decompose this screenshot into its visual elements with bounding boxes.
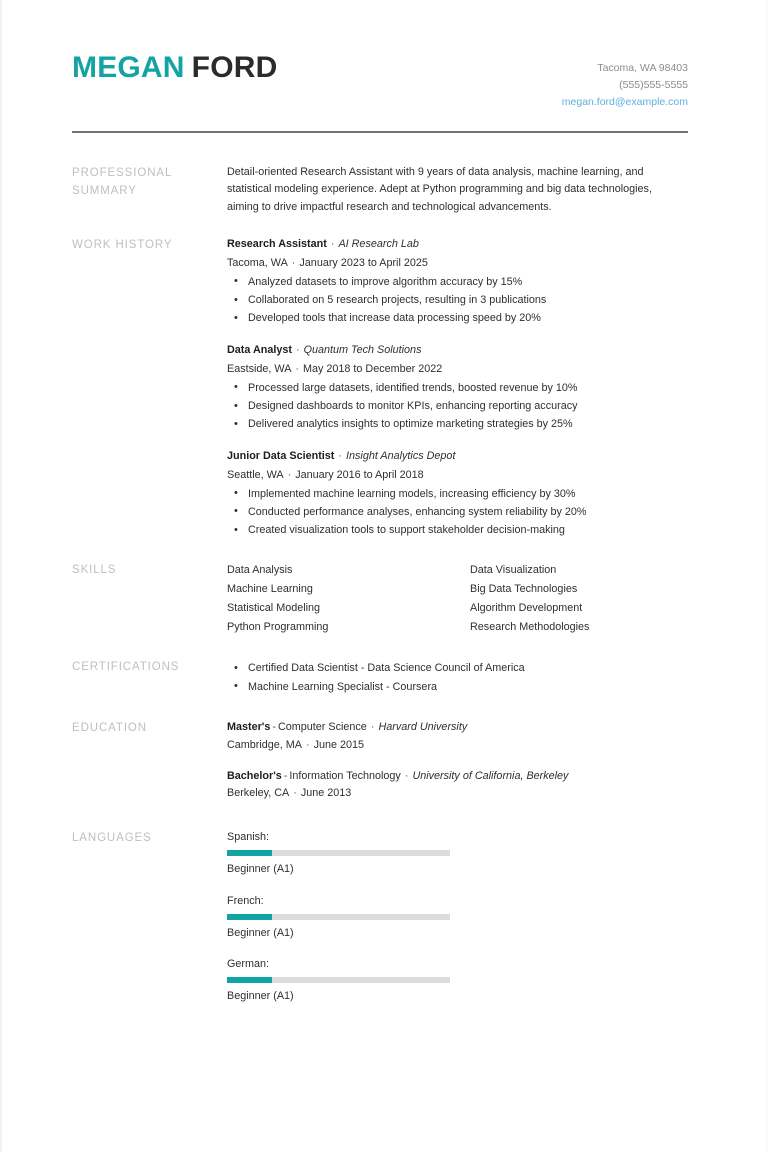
job-bullet: • Collaborated on 5 research projects, resulting in 3 publications: [227, 291, 688, 309]
section-body-education: [227, 719, 688, 802]
language-proficiency-bar: [227, 850, 450, 856]
section-languages: [2, 829, 766, 1019]
certification-item: • Certified Data Scientist - Data Science Council of America: [227, 659, 688, 678]
section-label-education: EDUCATION: [72, 722, 147, 735]
job-dates: January 2023 to April 2025: [299, 256, 428, 269]
contact-location: Tacoma, WA 98403: [597, 62, 688, 74]
education-dash: -: [272, 721, 276, 734]
job-title-line: [227, 448, 688, 465]
job-company: AI Research Lab: [338, 238, 419, 251]
job-title-line: [227, 342, 688, 359]
header-divider: [72, 131, 688, 133]
skill-item: Statistical Modeling: [227, 601, 321, 614]
education-separator-dot: ·: [404, 769, 409, 782]
section-label-summary: PROFESSIONAL SUMMARY: [72, 167, 172, 197]
education-meta: [227, 785, 688, 802]
language-level: Beginner (A1): [227, 990, 294, 1003]
section-label-skills: SKILLS: [72, 564, 117, 577]
education-degree: Master's: [227, 721, 271, 734]
skill-item: Research Methodologies: [470, 620, 590, 633]
section-work-history: [2, 236, 766, 539]
section-label-certifications: CERTIFICATIONS: [72, 661, 180, 674]
education-meta-separator-dot: ·: [306, 738, 310, 751]
job-title: Data Analyst: [227, 344, 293, 357]
language-level: Beginner (A1): [227, 863, 294, 876]
language-name: French:: [227, 894, 264, 907]
section-body-work-history: [227, 236, 688, 539]
education-date: June 2013: [300, 787, 352, 800]
section-certifications: [2, 658, 766, 696]
job-bullet-list: [227, 273, 688, 327]
language-name: Spanish:: [227, 831, 270, 844]
education-entry: [227, 719, 688, 754]
skills-column-right: [470, 561, 713, 636]
education-date: June 2015: [313, 738, 365, 751]
skills-column-left: [227, 561, 470, 636]
skill-item: Data Analysis: [227, 564, 293, 577]
education-location: Cambridge, MA: [227, 738, 303, 751]
language-proficiency-fill: [227, 977, 272, 983]
job-bullet-list: [227, 485, 688, 539]
language-proficiency-bar: [227, 977, 450, 983]
language-item-spanish: [227, 829, 465, 877]
education-meta-separator-dot: ·: [293, 787, 297, 800]
education-dash: -: [283, 769, 288, 782]
education-separator-dot: ·: [370, 721, 375, 734]
education-field: Information Technology: [289, 769, 401, 782]
language-item-german: [227, 956, 465, 1004]
contact-block: [562, 52, 688, 111]
job-meta: [227, 255, 688, 272]
education-headline: [227, 719, 688, 736]
language-name: German:: [227, 958, 270, 971]
job-bullet: • Conducted performance analyses, enhancing system reliability by 20%: [227, 503, 688, 521]
job-entry: [227, 448, 688, 539]
education-entry: [227, 768, 688, 803]
section-professional-summary: [2, 164, 766, 216]
candidate-name: [72, 52, 277, 84]
education-meta: [227, 737, 688, 754]
job-meta-separator-dot: ·: [291, 256, 296, 269]
job-separator-dot: ·: [338, 450, 343, 463]
job-bullet: • Created visualization tools to support stakeholder decision-making: [227, 521, 688, 539]
first-name: MEGAN: [72, 51, 185, 84]
job-separator-dot: ·: [296, 344, 300, 357]
job-title: Junior Data Scientist: [227, 450, 335, 463]
contact-phone[interactable]: (555)555-5555: [619, 79, 688, 91]
education-school: Harvard University: [378, 721, 468, 734]
section-label-work-history: WORK HISTORY: [72, 239, 173, 252]
job-bullet: • Developed tools that increase data processing speed by 20%: [227, 309, 688, 327]
languages-grid: [227, 829, 688, 1019]
language-proficiency-fill: [227, 850, 272, 856]
job-separator-dot: ·: [330, 238, 335, 251]
language-proficiency-bar: [227, 914, 450, 920]
language-level: Beginner (A1): [227, 926, 294, 939]
education-degree: Bachelor's: [227, 769, 282, 782]
job-meta: [227, 467, 688, 484]
education-field: Computer Science: [278, 721, 367, 734]
job-meta-separator-dot: ·: [287, 468, 292, 481]
education-school: University of California, Berkeley: [412, 769, 569, 782]
section-body-skills: [227, 561, 713, 636]
job-bullet: • Implemented machine learning models, increasing efficiency by 30%: [227, 485, 688, 503]
job-dates: May 2018 to December 2022: [303, 362, 443, 375]
job-location: Tacoma, WA: [227, 256, 288, 269]
section-body-summary: [227, 164, 688, 216]
language-item-french: [227, 893, 465, 941]
certification-item: • Machine Learning Specialist - Coursera: [227, 678, 688, 697]
contact-email[interactable]: megan.ford@example.com: [561, 96, 688, 108]
section-education: [2, 719, 766, 802]
job-bullet: • Designed dashboards to monitor KPIs, enhancing reporting accuracy: [227, 397, 688, 415]
resume-header: [2, 0, 766, 111]
skills-grid: [227, 561, 713, 636]
job-location: Eastside, WA: [227, 362, 292, 375]
last-name: FORD: [191, 51, 278, 84]
education-headline: [227, 768, 688, 785]
section-skills: [2, 561, 766, 636]
skill-item: Machine Learning: [227, 582, 313, 595]
summary-text: Detail-oriented Research Assistant with 9 years of data analysis, machine learning, and statistical modeling experience. Adept at Python programming and big data technologies, aiming to drive impactful research and technological advancements.: [227, 166, 652, 213]
job-company: Insight Analytics Depot: [346, 450, 456, 463]
section-body-certifications: [227, 658, 688, 696]
job-dates: January 2016 to April 2018: [295, 468, 424, 481]
job-title-line: [227, 236, 688, 253]
section-body-languages: [227, 829, 688, 1019]
skill-item: Data Visualization: [470, 564, 557, 577]
education-location: Berkeley, CA: [227, 787, 290, 800]
skill-item: Algorithm Development: [470, 601, 583, 614]
job-company: Quantum Tech Solutions: [303, 344, 422, 357]
job-title: Research Assistant: [227, 238, 327, 251]
skill-item: Python Programming: [227, 620, 329, 633]
job-bullet-list: [227, 379, 688, 433]
job-bullet: • Delivered analytics insights to optimize marketing strategies by 25%: [227, 415, 688, 433]
language-proficiency-fill: [227, 914, 272, 920]
job-meta-separator-dot: ·: [295, 362, 300, 375]
section-label-languages: LANGUAGES: [72, 832, 152, 845]
skill-item: Big Data Technologies: [470, 582, 578, 595]
job-bullet: • Processed large datasets, identified trends, boosted revenue by 10%: [227, 379, 688, 397]
job-entry: [227, 236, 688, 327]
job-bullet: • Analyzed datasets to improve algorithm accuracy by 15%: [227, 273, 688, 291]
job-location: Seattle, WA: [227, 468, 284, 481]
job-entry: [227, 342, 688, 433]
job-meta: [227, 361, 688, 378]
certification-list: [227, 659, 688, 696]
